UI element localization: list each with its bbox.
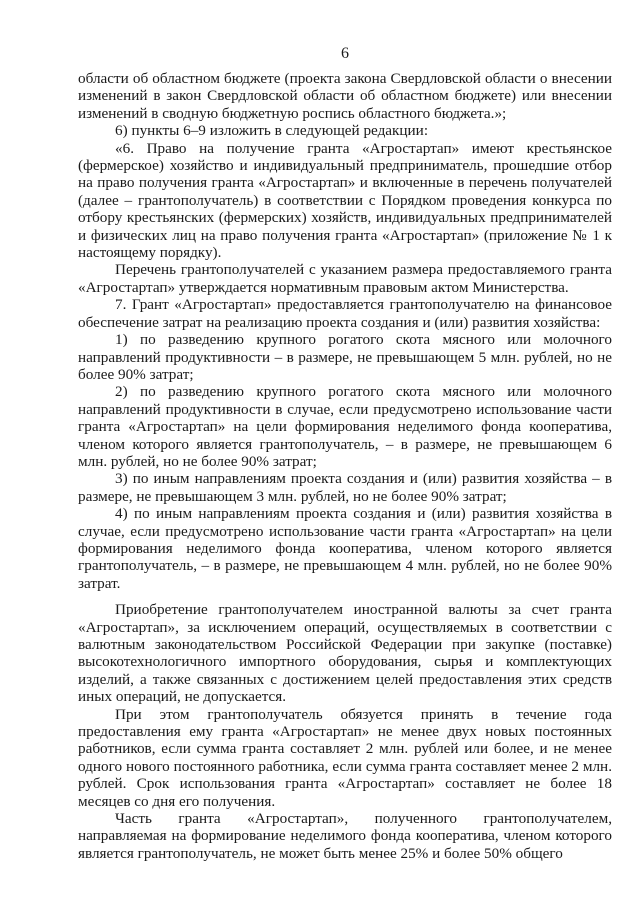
paragraph-indivisible-fund-share: Часть гранта «Агростартап», полученного грантополучателем, направляемая на формирование неделимого фонда кооператива, членом которого является грантополучатель, не может быть менее 25% и более 50% общего <box>78 810 612 862</box>
paragraph-foreign-currency: Приобретение грантополучателем иностранной валюты за счет гранта «Агростартап», за исключением операций, осуществляемых в соответствии с валютным законодательством Российской Федерации при закупке (поставке) высокотехнологичного импортного оборудования, сырья и комплектующих изделий, а также связанных с достижением целей предоставления этих средств иных операций, не допускается. <box>78 601 612 706</box>
page-number: 6 <box>341 45 349 62</box>
paragraph-subitem-2: 2) по разведению крупного рогатого скота мясного или молочного направлений продуктивности в случае, если предусмотрено использование части гранта «Агростартап» на цели формирования неделимого фонда кооператива, членом которого является грантополучатель, – в размере, не превышающем 6 млн. рублей, но не более 90% затрат; <box>78 383 612 470</box>
paragraph-recipients-list: Перечень грантополучателей с указанием размера предоставляемого гранта «Агростартап» утверждается нормативным правовым актом Министерства. <box>78 261 612 296</box>
document-body <box>78 70 612 862</box>
paragraph-point-7-grant-purpose: 7. Грант «Агростартап» предоставляется грантополучателю на финансовое обеспечение затрат на реализацию проекта создания и (или) развития хозяйства: <box>78 296 612 331</box>
paragraph-employment-obligation: При этом грантополучатель обязуется принять в течение года предоставления ему гранта «Агростартап» не менее двух новых постоянных работников, если сумма гранта составляет 2 млн. рублей или более, и не менее одного нового постоянного работника, если сумма гранта составляет менее 2 млн. рублей. Срок использования гранта «Агростартап» составляет не более 18 месяцев со дня его получения. <box>78 705 612 810</box>
paragraph-subitem-1: 1) по разведению крупного рогатого скота мясного или молочного направлений продуктивности – в размере, не превышающем 5 млн. рублей, но не более 90% затрат; <box>78 331 612 383</box>
document-page <box>78 0 612 905</box>
paragraph-item-6-intro: 6) пункты 6–9 изложить в следующей редакции: <box>115 122 429 140</box>
paragraph-point-6-right-to-grant: «6. Право на получение гранта «Агростартап» имеют крестьянское (фермерское) хозяйство и индивидуальный предприниматель, прошедшие отбор на право получения гранта «Агростартап» и включенные в перечень получателей (далее – грантополучатель) в соответствии с Порядком проведения конкурса по отбору крестьянских (фермерских) хозяйств, индивидуальных предпринимателей и физических лиц на право получения гранта «Агростартап» (приложение № 1 к настоящему порядку). <box>78 139 612 262</box>
paragraph-subitem-3: 3) по иным направлениям проекта создания и (или) развития хозяйства – в размере, не превышающем 3 млн. рублей, но не более 90% затрат; <box>78 470 612 505</box>
paragraph-subitem-4: 4) по иным направлениям проекта создания и (или) развития хозяйства в случае, если предусмотрено использование части гранта «Агростартап» на цели формирования неделимого фонда кооператива, членом которого является грантополучатель, – в размере, не превышающем 4 млн. рублей, но не более 90% затрат. <box>78 505 612 592</box>
paragraph-budget-continuation: области об областном бюджете (проекта закона Свердловской области о внесении изменений в закон Свердловской области об областном бюджете) или внесении изменений в сводную бюджетную роспись областного бюджета.»; <box>78 70 612 122</box>
